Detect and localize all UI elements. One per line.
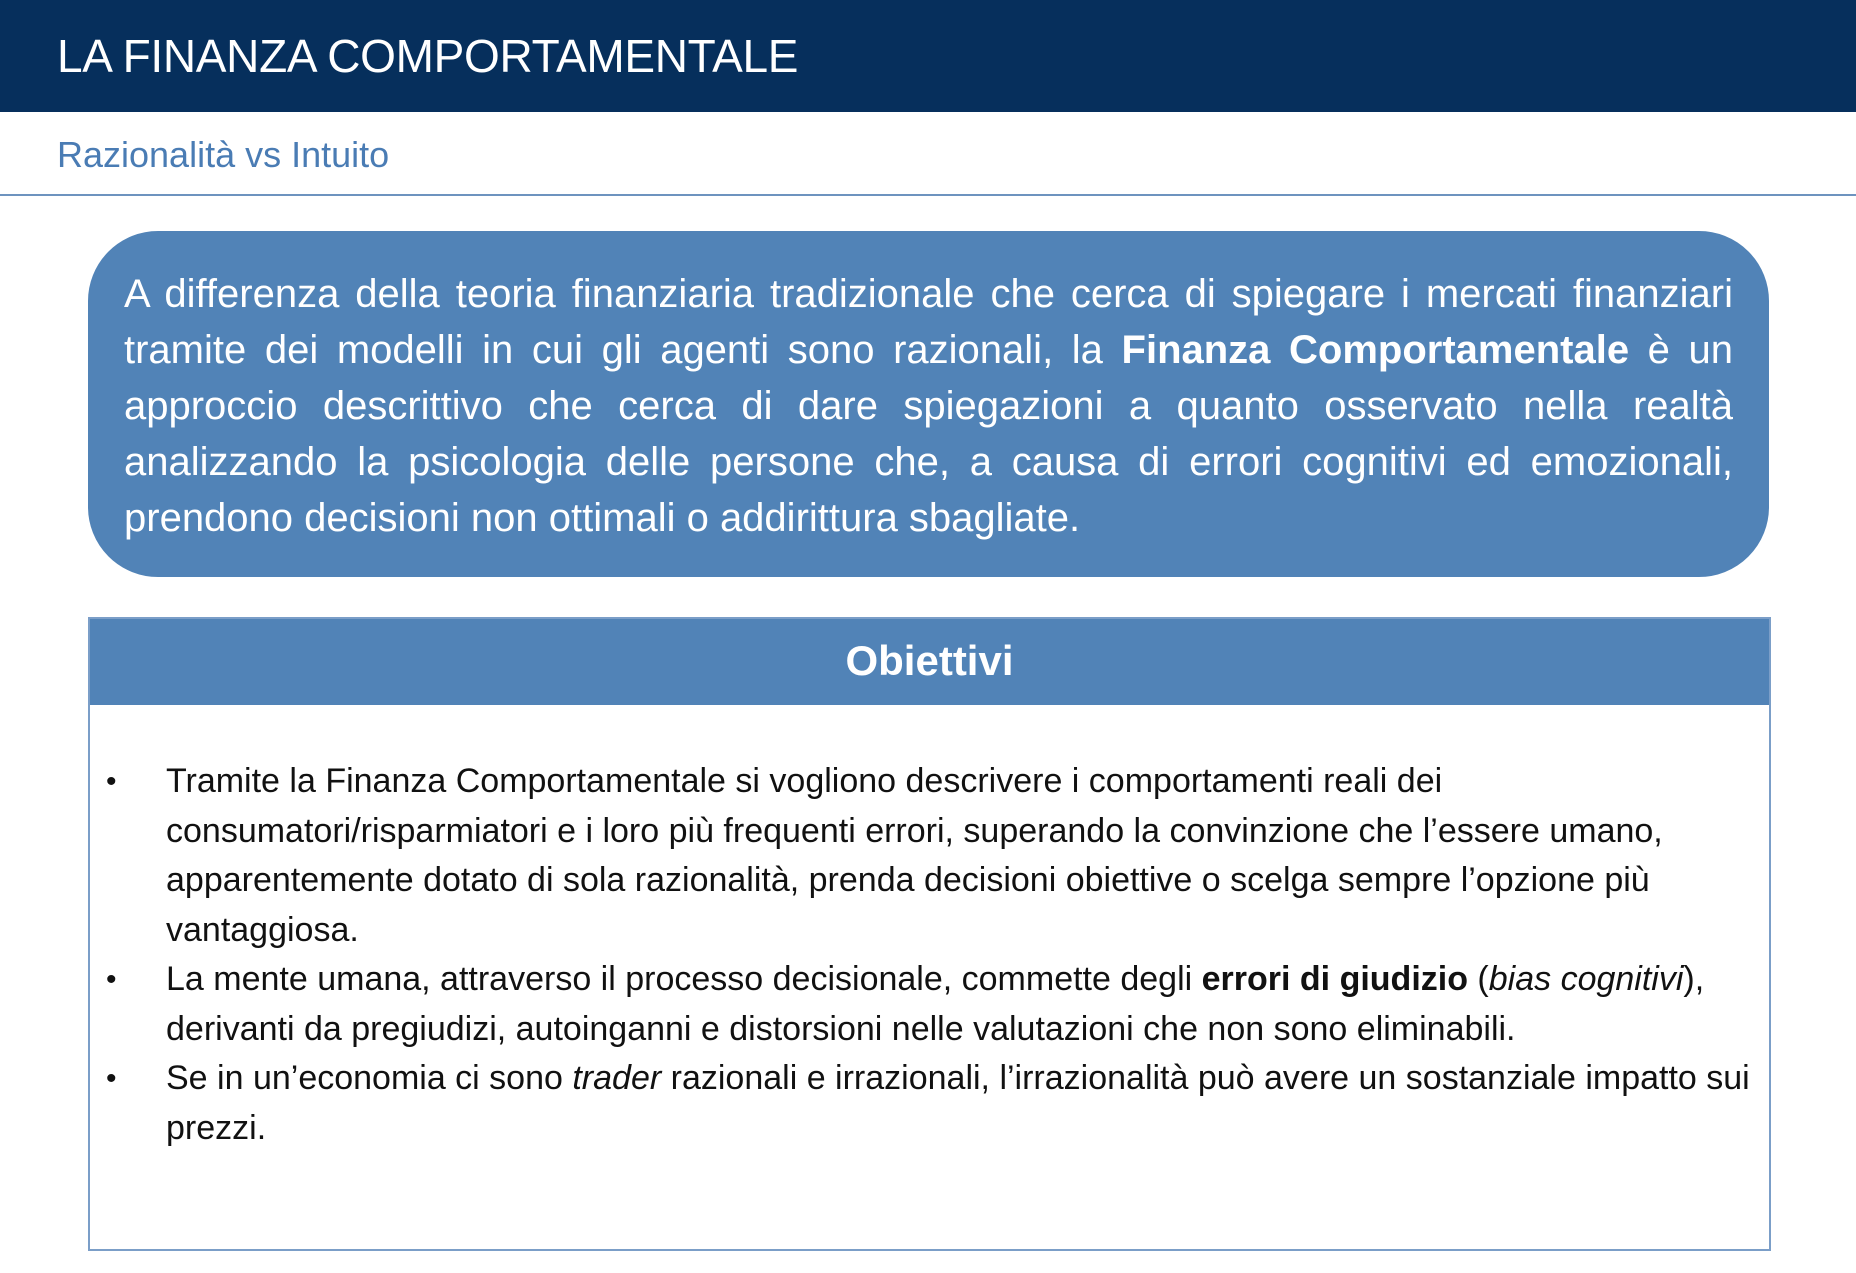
- intro-paragraph: [124, 266, 1733, 546]
- list-item-text-part2: razionali e irrazionali, l’irrazionalità può avere un sostanziale impatto sui prezzi.: [166, 1059, 1750, 1147]
- list-item-bold: errori di giudizio: [1201, 960, 1468, 998]
- list-item-text: Tramite la Finanza Comportamentale si vogliono descrivere i comportamenti reali dei consumatori/risparmiatori e i loro più frequenti errori, superando la convinzione che l’essere umano, apparentemente dotato di sola razionalità, prenda decisioni obiettive o scelga sempre l’opzione più vantaggiosa.: [166, 762, 1663, 949]
- page-title: LA FINANZA COMPORTAMENTALE: [57, 30, 799, 82]
- bullet-icon: •: [106, 765, 117, 798]
- page-subtitle: Razionalità vs Intuito: [57, 134, 390, 175]
- list-item: [106, 955, 1756, 1054]
- intro-text-part2: è un approccio descrittivo che cerca di dare spiegazioni a quanto osservato nella realtà analizzando la psicologia delle persone che, a causa di errori cognitivi ed emozionali, prendono decisioni non ottimali o addirittura sbagliate.: [124, 328, 1734, 540]
- objectives-title: Obiettivi: [845, 637, 1014, 684]
- objectives-header: [90, 619, 1769, 705]
- list-item: [106, 1054, 1756, 1153]
- list-item-italic: trader: [572, 1059, 662, 1097]
- list-item-text-part1: La mente umana, attraverso il processo decisionale, commette degli: [166, 960, 1202, 998]
- list-item-text-part1: Se in un’economia ci sono: [166, 1059, 573, 1097]
- bullet-icon: •: [106, 963, 117, 996]
- list-item-text-part3: ), derivanti da pregiudizi, autoinganni e distorsioni nelle valutazioni che non sono eliminabili.: [166, 960, 1705, 1048]
- list-item-italic: bias cognitivi: [1488, 960, 1684, 998]
- subtitle-divider: [0, 194, 1856, 196]
- bullet-icon: •: [106, 1062, 117, 1095]
- list-item: [106, 757, 1756, 955]
- objectives-list: [106, 757, 1756, 1153]
- intro-text-part1: A differenza della teoria finanziaria tradizionale che cerca di spiegare i mercati finanziari tramite dei modelli in cui gli agenti sono razionali, la: [124, 272, 1733, 372]
- list-item-text-part2: (: [1467, 960, 1489, 998]
- intro-text-bold: Finanza Comportamentale: [1121, 328, 1630, 372]
